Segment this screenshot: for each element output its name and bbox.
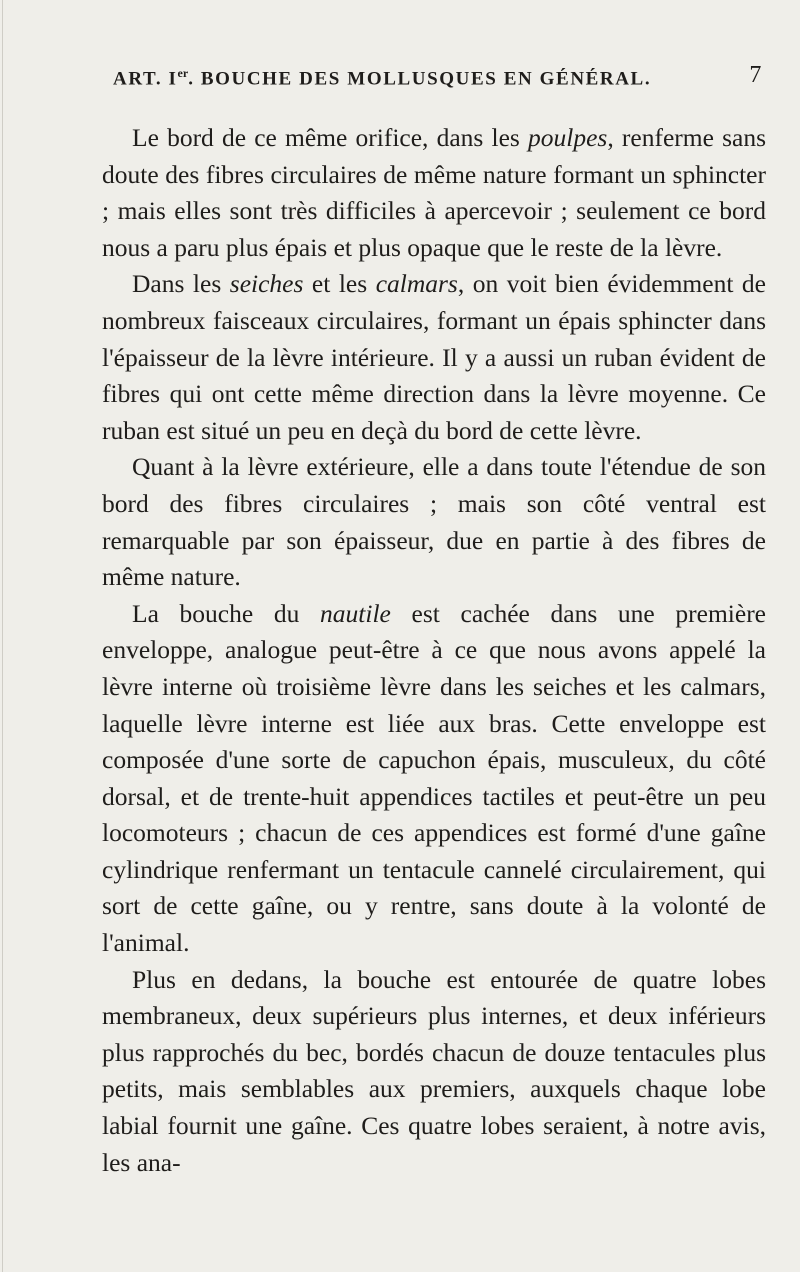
italic-term: nautile bbox=[320, 598, 391, 628]
page-edge-line bbox=[2, 0, 3, 1272]
running-title-superscript: er bbox=[177, 66, 189, 80]
text-run: Dans les bbox=[132, 269, 230, 299]
page-number: 7 bbox=[749, 62, 763, 88]
text-run: Quant à la lèvre extérieure, elle a dans toute l'étendue de son bord des fibres circulaires ; mais son côté ventral est remarquable par son épaisseur, due en partie à des fibres de même nature. bbox=[102, 452, 766, 592]
italic-term: calmars bbox=[375, 269, 458, 299]
italic-term: seiches bbox=[229, 269, 304, 299]
italic-term: poulpes bbox=[528, 123, 608, 152]
text-run: Le bord de ce même orifice, dans les bbox=[132, 123, 529, 152]
text-run: est cachée dans une première enveloppe, analogue peut-être à ce que nous avons appelé la lèvre interne où troisième lèvre dans les seiches et les calmars, laquelle lèvre interne est liée aux bras. Cette enveloppe est composée d'une sorte de capuchon épais, musculeux, du côté dorsal, et de trente-huit appendices tactiles et peut-être un peu locomoteurs ; chacun de ces appendices est formé d'une gaîne cylindrique renfermant un tentacule cannelé circulairement, qui sort de cette gaîne, ou y rentre, sans doute à la volonté de l'animal. bbox=[102, 598, 767, 958]
running-title-main: ART. I bbox=[113, 68, 178, 90]
running-header bbox=[113, 62, 765, 102]
text-run: , on voit bien évidemment de nombreux faisceaux circulaires, formant un épais sphincter dans l'épaisseur de la lèvre intérieure. Il y a aussi un ruban évident de fibres qui ont cette même direction dans la lèvre moyenne. Ce ruban est situé un peu en deçà du bord de cette lèvre. bbox=[102, 269, 766, 445]
running-title bbox=[113, 66, 651, 90]
text-run: et les bbox=[303, 269, 376, 299]
paragraph-poulpes bbox=[102, 120, 766, 266]
text-run: Plus en dedans, la bouche est entourée de quatre lobes membraneux, deux supérieurs plus internes, et deux inférieurs plus rapprochés du bec, bordés chacun de douze tentacules plus petits, mais semblables aux premiers, auxquels chaque lobe labial fournit une gaîne. Ces quatre lobes seraient, à notre avis, les ana- bbox=[102, 964, 766, 1177]
paragraph-seiches-calmars bbox=[102, 266, 766, 449]
text-run: La bouche du bbox=[132, 598, 321, 628]
paragraph-nautile bbox=[102, 596, 766, 962]
body-text bbox=[102, 120, 766, 1181]
paragraph-lobes bbox=[102, 962, 766, 1182]
paragraph-levre-exterieure bbox=[102, 449, 766, 595]
running-title-rest: . BOUCHE DES MOLLUSQUES EN GÉNÉRAL. bbox=[188, 68, 652, 90]
text-run: , renferme sans doute des fibres circulaires de même nature formant un sphincter ; mais elles sont très difficiles à apercevoir ; seulement ce bord nous a paru plus épais et plus opaque que le reste de la lèvre. bbox=[102, 123, 766, 262]
